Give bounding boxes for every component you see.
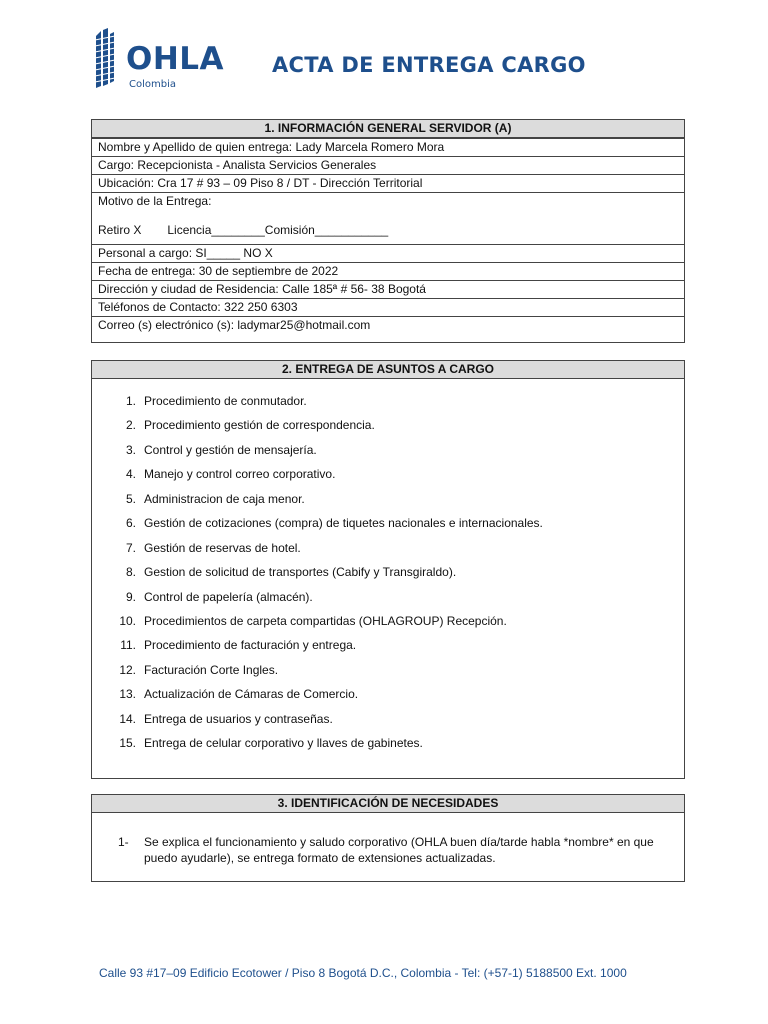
task-item-text: Entrega de celular corporativo y llaves de gabinetes. — [144, 736, 423, 751]
task-item — [92, 638, 543, 662]
task-item-number: 3. — [125, 442, 136, 457]
task-item-number: 5. — [125, 491, 136, 506]
task-item — [92, 541, 543, 565]
info-row: Correo (s) electrónico (s): ladymar25@hotmail.com — [92, 316, 684, 342]
task-item-number: 10. — [119, 613, 136, 628]
task-item — [92, 736, 543, 760]
task-item-number: 7. — [125, 540, 136, 555]
logo-subtitle: Colombia — [129, 79, 176, 90]
logo-mark-icon — [92, 26, 126, 92]
task-item — [92, 492, 543, 516]
task-item-number: 12. — [119, 662, 136, 677]
task-item — [92, 565, 543, 589]
delivery-reason-label: Motivo de la Entrega: — [98, 194, 212, 208]
task-list — [92, 394, 543, 761]
info-row: Ubicación: Cra 17 # 93 – 09 Piso 8 / DT - Dirección Territorial — [92, 174, 684, 192]
task-item-text: Procedimientos de carpeta compartidas (OHLAGROUP) Recepción. — [144, 613, 507, 628]
task-item-text: Gestión de cotizaciones (compra) de tiquetes nacionales e internacionales. — [144, 516, 543, 531]
info-row: Teléfonos de Contacto: 322 250 6303 — [92, 298, 684, 316]
task-item-text: Procedimiento gestión de correspondencia. — [144, 418, 375, 433]
retiro-option: Retiro X — [98, 223, 142, 237]
task-item-text: Gestión de reservas de hotel. — [144, 540, 301, 555]
info-row: Dirección y ciudad de Residencia: Calle 185ª # 56- 38 Bogotá — [92, 280, 684, 298]
task-item-text: Actualización de Cámaras de Comercio. — [144, 687, 359, 702]
task-item — [92, 590, 543, 614]
task-item — [92, 663, 543, 687]
section-header: 1. INFORMACIÓN GENERAL SERVIDOR (A) — [92, 120, 684, 138]
task-item-text: Gestion de solicitud de transportes (Cabify y Transgiraldo). — [144, 565, 457, 580]
task-item — [92, 712, 543, 736]
task-item-number: 11. — [120, 638, 136, 653]
info-row: Nombre y Apellido de quien entrega: Lady Marcela Romero Mora — [92, 138, 684, 156]
task-item-text: Manejo y control correo corporativo. — [144, 467, 336, 482]
document-title: ACTA DE ENTREGA CARGO — [272, 53, 586, 77]
task-item — [92, 516, 543, 540]
task-item — [92, 614, 543, 638]
task-item-text: Control de papelería (almacén). — [144, 589, 313, 604]
task-item — [92, 443, 543, 467]
needs-section — [91, 794, 685, 882]
need-item-text: Se explica el funcionamiento y saludo corporativo (OHLA buen día/tarde habla *nombre* en que puedo ayudarle), se entrega formato de extensiones actualizadas. — [144, 835, 654, 865]
task-item — [92, 467, 543, 491]
need-item-number: 1- — [118, 835, 129, 849]
logo-name: OHLA — [126, 41, 225, 77]
task-item-number: 8. — [125, 565, 136, 580]
task-item-number: 13. — [119, 687, 136, 702]
task-item — [92, 687, 543, 711]
footer-address: Calle 93 #17–09 Edificio Ecotower / Piso 8 Bogotá D.C., Colombia - Tel: (+57-1) 5188500 Ext. 1000 — [99, 966, 627, 980]
task-item-number: 15. — [119, 736, 136, 751]
tasks-section — [91, 360, 685, 779]
task-item-number: 4. — [125, 467, 136, 482]
info-row: Cargo: Recepcionista - Analista Servicios Generales — [92, 156, 684, 174]
info-row: Fecha de entrega: 30 de septiembre de 2022 — [92, 262, 684, 280]
licencia-comision-option: Licencia________Comisión___________ — [167, 223, 389, 237]
section-header: 2. ENTREGA DE ASUNTOS A CARGO — [92, 361, 684, 379]
task-item-text: Facturación Corte Ingles. — [144, 662, 279, 677]
task-item-number: 2. — [125, 418, 136, 433]
task-item-number: 14. — [119, 711, 136, 726]
delivery-reason-options — [98, 222, 684, 239]
general-info-section — [91, 119, 685, 343]
task-item-number: 6. — [125, 516, 136, 531]
task-item-text: Procedimiento de facturación y entrega. — [144, 638, 357, 653]
info-row: Personal a cargo: SI_____ NO X — [92, 244, 684, 262]
task-item-text: Entrega de usuarios y contraseñas. — [144, 711, 333, 726]
section-header: 3. IDENTIFICACIÓN DE NECESIDADES — [92, 795, 684, 813]
delivery-reason-row — [92, 192, 684, 244]
task-item — [92, 394, 543, 418]
task-item — [92, 418, 543, 442]
task-item-text: Control y gestión de mensajería. — [144, 442, 317, 457]
task-item-number: 9. — [125, 589, 136, 604]
company-logo — [92, 26, 232, 94]
task-item-text: Administracion de caja menor. — [144, 491, 305, 506]
task-item-text: Procedimiento de conmutador. — [144, 394, 307, 408]
task-item-number: 1. — [125, 394, 136, 408]
